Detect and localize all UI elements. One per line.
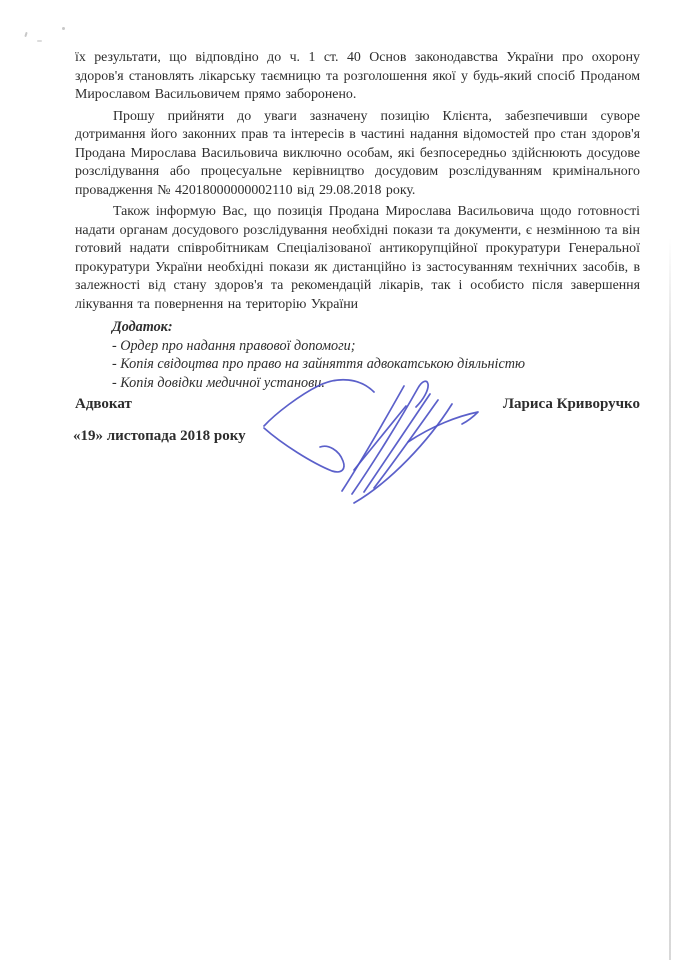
- paragraph-line: готовий надати співробітникам Спеціалізованої антикорупційної прокуратури Генеральної: [75, 241, 640, 256]
- paragraph: [75, 203, 640, 314]
- paragraph-line: Мирославом Васильовичем прямо заборонено.: [75, 87, 357, 102]
- scan-speck: [24, 32, 27, 37]
- paragraph-line: Прошу прийняти до уваги зазначену позицію Клієнта, забезпечивши суворе: [113, 108, 640, 124]
- attachment-item: - Ордер про надання правової допомоги;: [112, 337, 356, 354]
- paragraph-line: надати органам досудового розслідування необхідні покази та документи, є незмінною та він: [75, 222, 640, 238]
- attachment-item: - Копія свідоцтва про право на зайняття адвокатською діяльністю: [112, 356, 526, 373]
- paragraph-line: їх результати, що відповдіно до ч. 1 ст. 40 Основ законодавства України про охорону: [75, 50, 640, 65]
- paragraph-line: здоров'я становлять лікарську таємницю та розголошення якої у будь-який спосіб Проданом: [75, 68, 640, 84]
- paragraph-line: Продана Мирослава Васильовича виключно особам, які безпосередньо здійснюють досудове: [75, 145, 640, 161]
- signer-name: Лариса Криворучко: [502, 396, 640, 412]
- paragraph-line: провадження № 42018000000002110 від 29.08.2018 року.: [75, 182, 416, 198]
- paragraph: [75, 49, 640, 105]
- scan-speck: [62, 27, 65, 30]
- signer-role: Адвокат: [75, 396, 132, 412]
- letter-date: «19» листопада 2018 року: [73, 428, 246, 444]
- paragraph-line: розслідування або процесуальне керівництво досудовим розслідуванням кримінального: [75, 164, 640, 179]
- paragraph-line: дотримання його законних прав та інтересів в частині надання відомостей про стан здоров'я: [75, 127, 640, 142]
- handwritten-signature: [256, 370, 491, 505]
- paragraph-line: лікування та повернення на територію України: [75, 296, 359, 312]
- paragraph: [75, 108, 640, 201]
- body-paragraphs: [75, 49, 640, 314]
- letter-body: [73, 49, 640, 444]
- paragraph-line: прокуратури України необхідні покази як дистанційно із застосуванням технічних засобів, в: [75, 259, 640, 275]
- scan-speck: [37, 40, 42, 42]
- scan-edge-artifact: [669, 238, 671, 960]
- paragraph-line: Також інформую Вас, що позиція Продана Мирослава Васильовича щодо готовності: [113, 204, 640, 219]
- attachment-item: - Копія довідки медичної установи.: [112, 374, 325, 391]
- attachments-header: Додаток:: [112, 319, 173, 335]
- paragraph-line: залежності від стану здоров'я та рекомендацій лікарів, так і особисто після завершення: [75, 278, 640, 293]
